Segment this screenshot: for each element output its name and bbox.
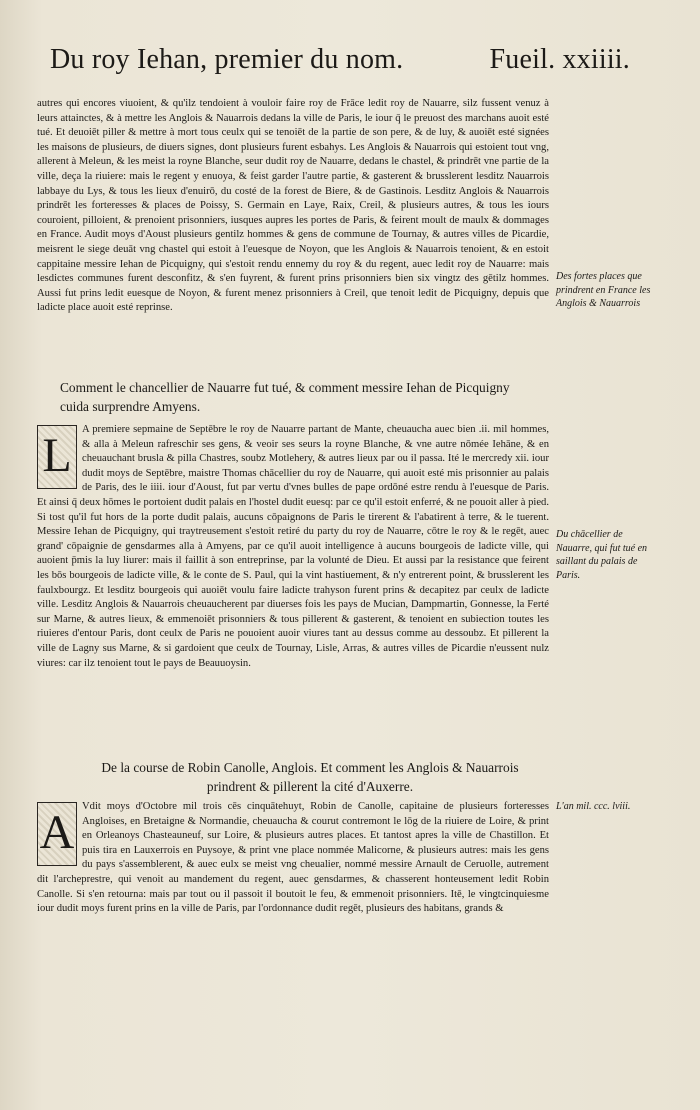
margin-note-2: Du chācellier de Nauarre, qui fut tué en saillant du palais de Paris. <box>556 529 648 581</box>
paragraph-text: Vdit moys d'Octobre mil trois cēs cinquātehuyt, Robin de Canolle, capitaine de plusieurs forteresses Angloises, en Bretaigne & Normandie, cheuaucha & courut contremont le lōg de la riuiere de Loire, & print en Orleanoys Chasteauneuf, sur Loire, & plusieurs autres places. Et tantost apres la ville de Chastillon. Et puis tira en Lauxerrois en Puysoye, & print vne place nommée Malicorne, & plusieurs autres: mais les gens du pays s'assemblerent, & auec eulx se meist vng cheualier, nommé messire Arnault de Ceruolle, autrement dit l'archeprestre, qui venoit au mandement du regent, auec gensdarmes, & chasserent honteusement ledit Robin Canolle. Si s'en retourna: mais par tout ou il passoit il boutoit le feu, & emmenoit prisonniers. Itē, le vingtcinquiesme iour dudit moys furent prins en la ville de Paris, par l'ordonnance dudit regēt, plusieurs des habitans, grands & <box>37 801 549 915</box>
paragraph-text: A premiere sepmaine de Septēbre le roy de Nauarre partant de Mante, cheuaucha auec bien .ii. mil hommes, & alla à Meleun rafreschir ses gens, & veoir ses seurs la royne Blanche, & vne autre nōmée Iehāne, & en cheuauchant brusla & pilla Chastres, soubz Motlehery, & autres lieux par ou il passa. Ité le mercredy xii. iour dudit moys de Septēbre, maistre Thomas chācellier du roy de Nauarre, qui auoit esté mis prisonnier au palais de Paris, des le iiii. iour d'Aoust, fut par vertu d'vnes bulles de pape ordōné estre rendu à l'euesque de Paris. Et ainsi q̄ deux hōmes le portoient dudit palais en l'hostel dudit euesq: par ce qu'il estoit enferré, & ne pouoit aller à pied. Si tost qu'il fut hors de la porte dudit palais, aucuns cōpaignons de Paris le tirerent & l'abatirent à terre, & le tuerent. Messire Iehan de Picquigny, qui traytreusement s'estoit retiré du party du roy de Nauarre, cōtre le roy & le regēt, auec grand' cōpaignie de gensdarmes alla à Amyens, par ce qu'il auoit intelligence à aucuns bourgeois de ladicte ville, qui auoient p̄mis la luy liurer: mais il faillit à son entreprinse, par la volunté de Dieu. Et aussi par la resistance que feirent les bōs bourgeois de ladicte ville, & le conte de S. Paul, qui la vint hastiuement, & n'y entrerent point, & brusslerent les faulxbourgz. Et lesditz bourgeois qui auoiēt voulu faire ladicte trahyson furent prins & decapitez par ceulx de ladicte ville. Lesditz Anglois & Nauarrois cheuaucherent par diuerses fois les pays de Mucian, Dampmartin, Gonnesse, la Ferté sur Marne, & autres lieux, & emmenoiēt prisonniers & tous pillerent & gasterent, & tenoient en subiection toutes les riuieres d'entour Paris, dont ceulx de Paris ne pouoient auoir viures tant au dessus comme au dessoubz. Et pillerent la ville de Lagny sus Marne, & si gardoient que ceulx de Tournay, Lisle, Arras, & autres villes de Picardie n'eussent nulz viures: car ilz tenoient tout le pays de Beauuoysin. <box>37 424 549 669</box>
body-paragraph-3 <box>37 800 549 958</box>
decorated-initial-a: A <box>37 802 77 866</box>
paragraph-text: autres qui encores viuoient, & qu'ilz tendoient à vouloir faire roy de Frāce ledit roy de Nauarre, silz fussent venuz à leurs attainctes, & à mettre les Anglois & Nauarrois dedans la ville de Paris, le iour q̄ le preuost des marchans auoit esté tué. Et deuoiēt piller & mettre à mort tous ceulx qui se tenoiēt de la partie de son pere, & de luy, & auoiēt esté signées les maisons de plusieurs, de diuers signes, dont plusieurs furent esbahys. Les Anglois & Nauarrois qui estoient tout vng, allerent à Meleun, & les meist la royne Blanche, seur dudit roy de Nauarre, dedans le chastel, & prindrēt vne partie de la ville, deça la riuiere: mais le regent y enuoya, & feist garder l'autre partie, & gasterent & brusslerent lesditz Nauarrois labbaye du Lys, & tous les lieux d'enuirō, du costé de la forest de Biere, & de Gastinois. Lesditz Anglois & Nauarrois prindrēt les forteresses & places de Poissy, S. Germain en Laye, Raix, Creil, & plusieurs autres, & tous les iours couroient, pilloient, & prenoient prisonniers, iusques aupres les portes de Paris, & feirent moult de maulx & dommages en France. Audit moys d'Aoust plusieurs gentilz hommes & gens de commune de Tournay, & autres villes de Picardie, meisrent le siege deuāt vng chastel qui estoit à l'euesque de Noyon, que les Anglois & Nauarrois tenoient, & en estoit cappitaine messire Iehan de Picquigny, qui s'estoit rendu ennemy du roy & du regent, auec ledit roy de Nauarre: mais lesdictes communes furent desconfitz, & s'en fuyrent, & furent prins prisonniers bien six vingtz des gētilz hommes. Aussi fut prins ledit euesque de Noyon, & furent menez prisonniers à Creil, que tenoit ledit de Picquigny, depuis que ladicte place auoit esté reprinse. <box>37 98 549 314</box>
body-paragraph-1 <box>37 97 549 359</box>
section-heading-2: De la course de Robin Canolle, Anglois. Et comment les Anglois & Nauarrois prindrent & pillerent la cité d'Auxerre. <box>101 760 519 794</box>
folio-number: Fueil. xxiiii. <box>489 44 630 75</box>
margin-note-3: L'an mil. ccc. lviii. <box>556 801 631 812</box>
margin-note-1: Des fortes places que prindrent en France les Anglois & Nauarrois <box>556 271 651 309</box>
decorated-initial-l: L <box>37 425 77 489</box>
running-title: Du roy Iehan, premier du nom. <box>50 44 404 75</box>
running-header <box>50 44 630 84</box>
body-paragraph-2 <box>37 423 549 755</box>
section-heading-1: Comment le chancellier de Nauarre fut tué, & comment messire Iehan de Picquigny cuida surprendre Amyens. <box>60 380 510 414</box>
